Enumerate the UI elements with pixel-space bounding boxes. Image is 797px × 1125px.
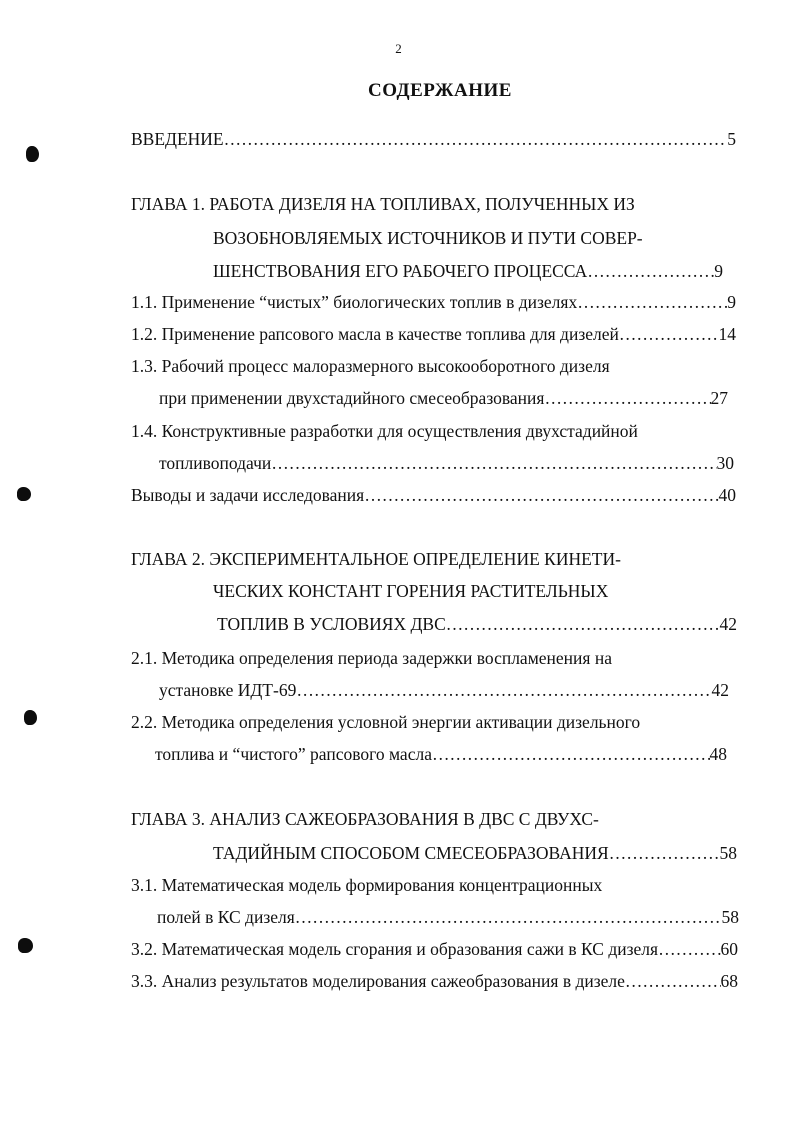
toc-entry-1-3-line-1[interactable]: 1.3. Рабочий процесс малоразмерного высокооборотного дизеля — [131, 356, 610, 376]
dot-leader — [271, 452, 716, 474]
toc-entry-label: полей в КС дизеля — [157, 907, 295, 927]
toc-entry-2-2-line-1[interactable]: 2.2. Методика определения условной энергии активации дизельного — [131, 712, 641, 732]
toc-entry-2-1[interactable] — [159, 679, 729, 701]
dot-leader — [658, 938, 720, 960]
dot-leader — [446, 613, 720, 635]
toc-entry-label: топливоподачи — [159, 453, 272, 473]
toc-page-number: 9 — [727, 292, 736, 312]
toc-entry-label: установке ИДТ-69 — [159, 680, 297, 700]
toc-page-number: 68 — [720, 971, 738, 991]
toc-entry-label: 1.2. Применение рапсового масла в качестве топлива для дизелей — [131, 324, 619, 344]
punch-hole-mark — [18, 938, 33, 953]
toc-page-number: 5 — [727, 129, 736, 149]
toc-entry-label: при применении двухстадийного смесеобразования — [159, 388, 545, 408]
toc-entry-label: топлива и “чистого” рапсового масла — [155, 744, 432, 764]
toc-entry-3-2[interactable] — [131, 938, 738, 960]
page-number: 2 — [395, 41, 402, 56]
dot-leader — [619, 323, 719, 345]
toc-page-number: 58 — [721, 907, 739, 927]
toc-entry-chapter-2[interactable] — [217, 613, 737, 635]
chapter-1-heading-line-2[interactable]: ВОЗОБНОВЛЯЕМЫХ ИСТОЧНИКОВ И ПУТИ СОВЕР- — [213, 228, 643, 248]
toc-entry-chapter-1[interactable] — [213, 260, 723, 282]
toc-entry-2-2[interactable] — [155, 743, 727, 765]
toc-page-number: 9 — [714, 261, 723, 281]
dot-leader — [364, 484, 718, 506]
page-title: СОДЕРЖАНИЕ — [368, 80, 512, 101]
dot-leader — [609, 842, 720, 864]
toc-page-number: 42 — [711, 680, 729, 700]
toc-page-number: 30 — [716, 453, 734, 473]
toc-page-number: 27 — [710, 388, 728, 408]
chapter-1-heading-line-1[interactable]: ГЛАВА 1. РАБОТА ДИЗЕЛЯ НА ТОПЛИВАХ, ПОЛУЧЕННЫХ ИЗ — [131, 194, 635, 214]
punch-hole-mark — [26, 146, 39, 162]
chapter-2-heading-line-2[interactable]: ЧЕСКИХ КОНСТАНТ ГОРЕНИЯ РАСТИТЕЛЬНЫХ — [213, 581, 609, 601]
chapter-2-heading-line-3: ТОПЛИВ В УСЛОВИЯХ ДВС — [217, 614, 446, 634]
toc-page-number: 58 — [719, 843, 737, 863]
toc-page-number: 40 — [718, 485, 736, 505]
toc-page-number: 48 — [709, 744, 727, 764]
chapter-2-heading-line-1[interactable]: ГЛАВА 2. ЭКСПЕРИМЕНТАЛЬНОЕ ОПРЕДЕЛЕНИЕ КИНЕТИ- — [131, 549, 621, 569]
dot-leader — [544, 387, 710, 409]
toc-entry-intro[interactable] — [131, 128, 736, 150]
toc-entry-label: ВВЕДЕНИЕ — [131, 129, 224, 149]
toc-entry-label: 1.1. Применение “чистых” биологических топлив в дизелях — [131, 292, 578, 312]
toc-entry-1-3[interactable] — [159, 387, 728, 409]
dot-leader — [625, 970, 721, 992]
punch-hole-mark — [24, 710, 37, 725]
toc-entry-chapter-3[interactable] — [213, 842, 737, 864]
toc-entry-1-1[interactable] — [131, 291, 736, 313]
toc-page-number: 60 — [720, 939, 738, 959]
chapter-1-heading-line-3: ШЕНСТВОВАНИЯ ЕГО РАБОЧЕГО ПРОЦЕССА — [213, 261, 588, 281]
toc-entry-label: 3.2. Математическая модель сгорания и образования сажи в КС дизеля — [131, 939, 659, 959]
toc-entry-label: Выводы и задачи исследования — [131, 485, 365, 505]
dot-leader — [296, 679, 711, 701]
toc-entry-3-1[interactable] — [157, 906, 739, 928]
toc-entry-1-2[interactable] — [131, 323, 736, 345]
dot-leader — [295, 906, 722, 928]
chapter-3-heading-line-1[interactable]: ГЛАВА 3. АНАЛИЗ САЖЕОБРАЗОВАНИЯ В ДВС С ДВУХС- — [131, 809, 599, 829]
toc-entry-3-3[interactable] — [131, 970, 738, 992]
toc-entry-2-1-line-1[interactable]: 2.1. Методика определения периода задержки воспламенения на — [131, 648, 612, 668]
toc-entry-3-1-line-1[interactable]: 3.1. Математическая модель формирования концентрационных — [131, 875, 603, 895]
toc-entry-label: 3.3. Анализ результатов моделирования сажеобразования в дизеле — [131, 971, 625, 991]
toc-page-number: 42 — [719, 614, 737, 634]
punch-hole-mark — [17, 487, 31, 501]
chapter-3-heading-line-2: ТАДИЙНЫМ СПОСОБОМ СМЕСЕОБРАЗОВАНИЯ — [213, 843, 609, 863]
dot-leader — [577, 291, 727, 313]
toc-entry-conclusions[interactable] — [131, 484, 736, 506]
toc-entry-1-4-line-1[interactable]: 1.4. Конструктивные разработки для осуществления двухстадийной — [131, 421, 638, 441]
dot-leader — [432, 743, 710, 765]
dot-leader — [587, 260, 714, 282]
dot-leader — [224, 128, 728, 150]
toc-page-number: 14 — [718, 324, 736, 344]
toc-entry-1-4[interactable] — [159, 452, 734, 474]
